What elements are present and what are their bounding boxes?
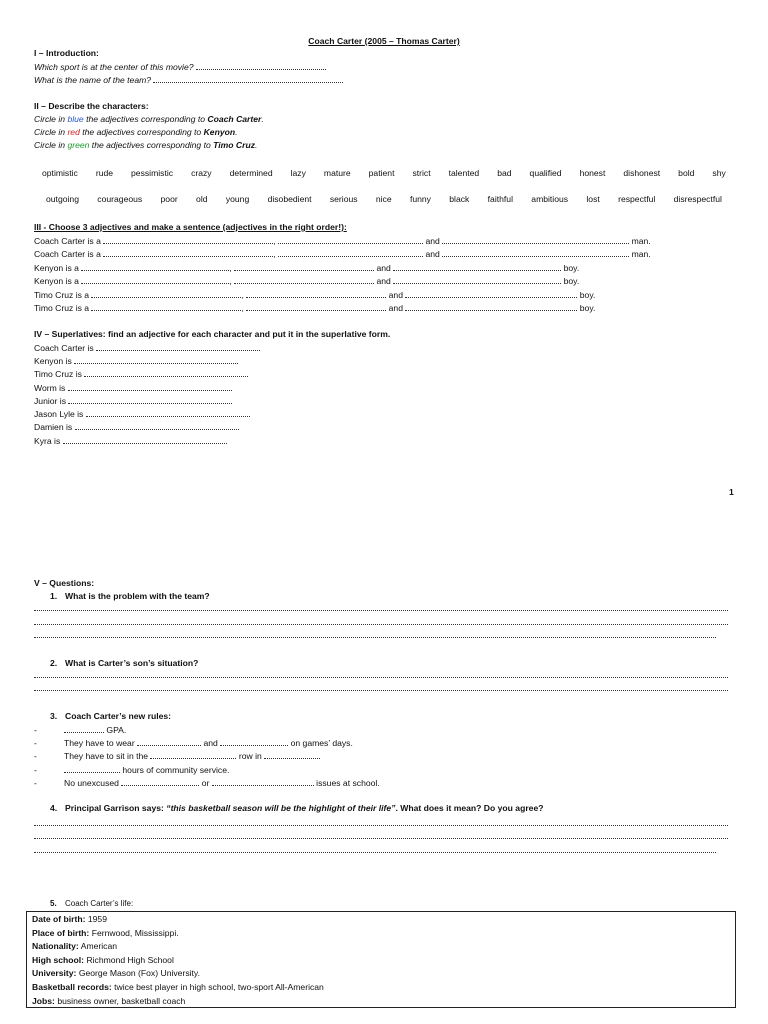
section-intro-heading: I – Introduction: xyxy=(34,48,99,58)
adjective-option[interactable]: qualified xyxy=(529,168,562,178)
superlative-field[interactable] xyxy=(63,435,227,444)
adjective-field-1[interactable] xyxy=(81,262,229,271)
coach-carter-life-box xyxy=(26,911,736,1008)
superlative-row xyxy=(34,382,232,394)
adjective-row-2 xyxy=(46,194,722,205)
life-fact-label: Date of birth: xyxy=(32,914,86,924)
character-name-kenyon: Kenyon xyxy=(203,127,236,137)
adjective-option[interactable]: mature xyxy=(323,168,351,178)
superlative-subject: Kenyon is xyxy=(34,356,72,366)
color-word-red: red xyxy=(67,127,80,137)
life-fact xyxy=(32,967,730,981)
adjective-option[interactable]: serious xyxy=(329,194,358,204)
superlative-row xyxy=(34,408,250,420)
sentence-row: Coach Carter is a , and man. xyxy=(34,236,651,246)
rule-absences: - No unexcused or issues at school. xyxy=(34,778,380,788)
instruction-blue: Circle in blue the adjectives corresponding to Coach Carter. xyxy=(34,114,264,124)
and-word: and xyxy=(425,249,440,259)
adjective-option[interactable]: nice xyxy=(375,194,392,204)
sentence-end: man. xyxy=(631,236,651,246)
sentence-subject: Kenyon is a xyxy=(34,276,79,286)
adjective-field-2[interactable] xyxy=(234,275,374,284)
answer-line[interactable] xyxy=(34,838,728,839)
sentence-row: Timo Cruz is a , and boy. xyxy=(34,290,596,300)
intro-answer-1-field[interactable] xyxy=(196,61,326,70)
color-word-blue: blue xyxy=(67,114,84,124)
superlative-field[interactable] xyxy=(74,355,238,364)
superlative-field[interactable] xyxy=(68,382,232,391)
adjective-option[interactable]: strict xyxy=(412,168,431,178)
adjective-field-1[interactable] xyxy=(103,248,273,257)
rule-dress-field-2[interactable] xyxy=(220,737,288,746)
rule-gpa-field[interactable] xyxy=(64,724,104,733)
superlative-field[interactable] xyxy=(84,368,248,377)
adjective-option[interactable]: patient xyxy=(368,168,395,178)
rule-absences-field-1[interactable] xyxy=(121,777,199,786)
sentence-end: boy. xyxy=(579,290,596,300)
section-describe-heading: II – Describe the characters: xyxy=(34,101,149,111)
intro-answer-2-field[interactable] xyxy=(153,74,343,83)
life-fact-value: 1959 xyxy=(87,914,107,924)
adjective-option[interactable]: dishonest xyxy=(623,168,661,178)
life-fact-value: business owner, basketball coach xyxy=(57,995,186,1006)
sentence-row: Timo Cruz is a , and boy. xyxy=(34,303,596,313)
adjective-field-1[interactable] xyxy=(91,289,241,298)
adjective-option[interactable]: pessimistic xyxy=(131,168,174,178)
answer-line[interactable] xyxy=(34,624,728,625)
rule-community-service: - hours of community service. xyxy=(34,765,230,775)
character-name-coach-carter: Coach Carter xyxy=(207,114,262,124)
life-fact-label: Basketball records: xyxy=(32,981,112,992)
answer-line[interactable] xyxy=(34,677,728,678)
adjective-option[interactable]: bad xyxy=(497,168,512,178)
life-fact xyxy=(32,981,730,995)
rule-dress-field-1[interactable] xyxy=(137,737,201,746)
adjective-field-3[interactable] xyxy=(442,235,629,244)
adjective-option[interactable]: lost xyxy=(586,194,600,204)
answer-line[interactable] xyxy=(34,852,716,853)
section-sentences-heading: III - Choose 3 adjectives and make a sentence (adjectives in the right order!): xyxy=(34,222,347,232)
question-4: 4. Principal Garrison says: “this basketball season will be the highlight of their life”. What does it mean? Do you agree? xyxy=(50,803,544,813)
sentence-end: boy. xyxy=(563,263,580,273)
life-fact-label: University: xyxy=(32,968,77,979)
adjective-field-3[interactable] xyxy=(405,302,577,311)
adjective-option[interactable]: funny xyxy=(409,194,431,204)
sentence-subject: Timo Cruz is a xyxy=(34,290,90,300)
rule-gpa: - GPA. xyxy=(34,725,127,735)
adjective-field-3[interactable] xyxy=(442,248,629,257)
character-name-timo-cruz: Timo Cruz xyxy=(213,140,256,150)
life-fact-label: High school: xyxy=(32,954,85,965)
adjective-option[interactable]: talented xyxy=(448,168,480,178)
sentence-end: man. xyxy=(631,249,651,259)
and-word: and xyxy=(376,263,391,273)
superlative-row xyxy=(34,342,260,354)
superlative-subject: Junior is xyxy=(34,396,66,406)
life-fact xyxy=(32,954,730,968)
sentence-subject: Coach Carter is a xyxy=(34,236,101,246)
instruction-green: Circle in green the adjectives corresponding to Timo Cruz. xyxy=(34,140,258,150)
answer-line[interactable] xyxy=(34,610,728,611)
and-word: and xyxy=(388,303,403,313)
superlative-field[interactable] xyxy=(75,421,239,430)
life-fact-label: Place of birth: xyxy=(32,927,90,938)
question-2: 2. What is Carter’s son’s situation? xyxy=(50,658,199,668)
rule-seat: - They have to sit in the row in xyxy=(34,750,320,762)
answer-line[interactable] xyxy=(34,825,728,826)
adjective-option[interactable]: courageous xyxy=(97,194,143,204)
intro-question-1-text: Which sport is at the center of this movie? xyxy=(34,62,194,72)
superlative-subject: Jason Lyle is xyxy=(34,409,84,419)
worksheet-title: Coach Carter (2005 – Thomas Carter) xyxy=(308,36,460,46)
instruction-red: Circle in red the adjectives corresponding to Kenyon. xyxy=(34,127,238,137)
life-fact xyxy=(32,927,730,941)
adjective-field-2[interactable] xyxy=(278,248,423,257)
adjective-option[interactable]: rude xyxy=(95,168,114,178)
superlative-field[interactable] xyxy=(96,342,260,351)
rule-absences-field-2[interactable] xyxy=(212,777,314,786)
superlative-subject: Kyra is xyxy=(34,436,61,446)
sentence-row: Kenyon is a , and boy. xyxy=(34,263,580,273)
adjective-option[interactable]: lazy xyxy=(290,168,306,178)
and-word: and xyxy=(388,290,403,300)
superlative-subject: Damien is xyxy=(34,422,73,432)
principal-quote: “this basketball season will be the highlight of their life” xyxy=(166,803,396,813)
color-word-green: green xyxy=(67,140,90,150)
sentence-subject: Kenyon is a xyxy=(34,263,79,273)
adjective-field-1[interactable] xyxy=(103,235,273,244)
question-3-text: Coach Carter’s new rules: xyxy=(65,711,172,721)
adjective-field-3[interactable] xyxy=(393,275,561,284)
superlative-row xyxy=(34,395,232,407)
section-questions-heading: V – Questions: xyxy=(34,578,95,588)
superlative-subject: Timo Cruz is xyxy=(34,369,82,379)
adjective-option[interactable]: faithful xyxy=(487,194,513,204)
rule-hours-field[interactable] xyxy=(64,764,120,773)
superlative-row xyxy=(34,435,227,447)
life-fact-value: Fernwood, Mississippi. xyxy=(91,927,179,938)
sentence-end: boy. xyxy=(579,303,596,313)
question-3: 3. Coach Carter’s new rules: xyxy=(50,711,172,721)
superlative-row xyxy=(34,355,238,367)
life-fact-value: twice best player in high school, two-sport All-American xyxy=(114,981,324,992)
adjective-field-3[interactable] xyxy=(393,262,561,271)
intro-question-1 xyxy=(34,61,326,73)
adjective-option[interactable]: ambitious xyxy=(531,194,569,204)
and-word: and xyxy=(376,276,391,286)
superlative-subject: Coach Carter is xyxy=(34,343,94,353)
answer-line[interactable] xyxy=(34,637,716,638)
adjective-option[interactable]: outgoing xyxy=(46,194,79,204)
life-fact xyxy=(32,995,730,1009)
superlative-subject: Worm is xyxy=(34,383,66,393)
adjective-option[interactable]: black xyxy=(449,194,470,204)
superlative-field[interactable] xyxy=(68,395,232,404)
page-number: 1 xyxy=(729,487,734,497)
adjective-option[interactable]: young xyxy=(225,194,250,204)
life-fact-label: Nationality: xyxy=(32,941,79,952)
adjective-option[interactable]: bold xyxy=(678,168,695,178)
adjective-option[interactable]: disrespectful xyxy=(673,194,722,204)
and-word: and xyxy=(425,236,440,246)
adjective-option[interactable]: honest xyxy=(579,168,606,178)
adjective-field-2[interactable] xyxy=(246,302,386,311)
sentence-row: Kenyon is a , and boy. xyxy=(34,276,580,286)
adjective-option[interactable]: shy xyxy=(712,168,726,178)
adjective-option[interactable]: disobedient xyxy=(267,194,312,204)
rule-seat-field-2[interactable] xyxy=(264,750,320,759)
adjective-field-1[interactable] xyxy=(91,302,241,311)
sentence-row: Coach Carter is a , and man. xyxy=(34,249,651,259)
adjective-field-2[interactable] xyxy=(278,235,423,244)
adjective-option[interactable]: poor xyxy=(160,194,178,204)
question-2-text: What is Carter’s son’s situation? xyxy=(65,658,199,668)
superlative-row xyxy=(34,421,239,433)
adjective-row-1 xyxy=(42,168,726,179)
question-1-text: What is the problem with the team? xyxy=(65,591,210,601)
life-fact-value: Richmond High School xyxy=(86,954,174,965)
adjective-field-2[interactable] xyxy=(234,262,374,271)
question-5: 5. Coach Carter’s life: xyxy=(50,899,134,908)
life-fact-label: Jobs: xyxy=(32,995,55,1006)
section-superlatives-heading: IV – Superlatives: find an adjective for each character and put it in the superlative form. xyxy=(34,329,391,339)
question-5-text: Coach Carter’s life: xyxy=(65,899,134,908)
life-fact-value: American xyxy=(80,941,118,952)
rule-seat-field-1[interactable] xyxy=(150,750,236,759)
life-fact xyxy=(32,913,730,927)
intro-question-2 xyxy=(34,74,343,86)
sentence-subject: Timo Cruz is a xyxy=(34,303,90,313)
intro-question-2-text: What is the name of the team? xyxy=(34,75,152,85)
question-1: 1. What is the problem with the team? xyxy=(50,591,210,601)
life-fact-value: George Mason (Fox) University. xyxy=(78,968,200,979)
rule-dress: - They have to wear and on games’ days. xyxy=(34,738,353,748)
adjective-option[interactable]: optimistic xyxy=(42,168,78,178)
adjective-option[interactable]: old xyxy=(196,194,208,204)
sentence-subject: Coach Carter is a xyxy=(34,249,101,259)
superlative-field[interactable] xyxy=(86,408,250,417)
adjective-field-1[interactable] xyxy=(81,275,229,284)
adjective-field-3[interactable] xyxy=(405,289,577,298)
adjective-option[interactable]: respectful xyxy=(618,194,656,204)
adjective-option[interactable]: crazy xyxy=(191,168,212,178)
adjective-field-2[interactable] xyxy=(246,289,386,298)
superlative-row xyxy=(34,368,248,380)
answer-line[interactable] xyxy=(34,690,728,691)
life-fact xyxy=(32,940,730,954)
adjective-option[interactable]: determined xyxy=(229,168,273,178)
sentence-end: boy. xyxy=(563,276,580,286)
